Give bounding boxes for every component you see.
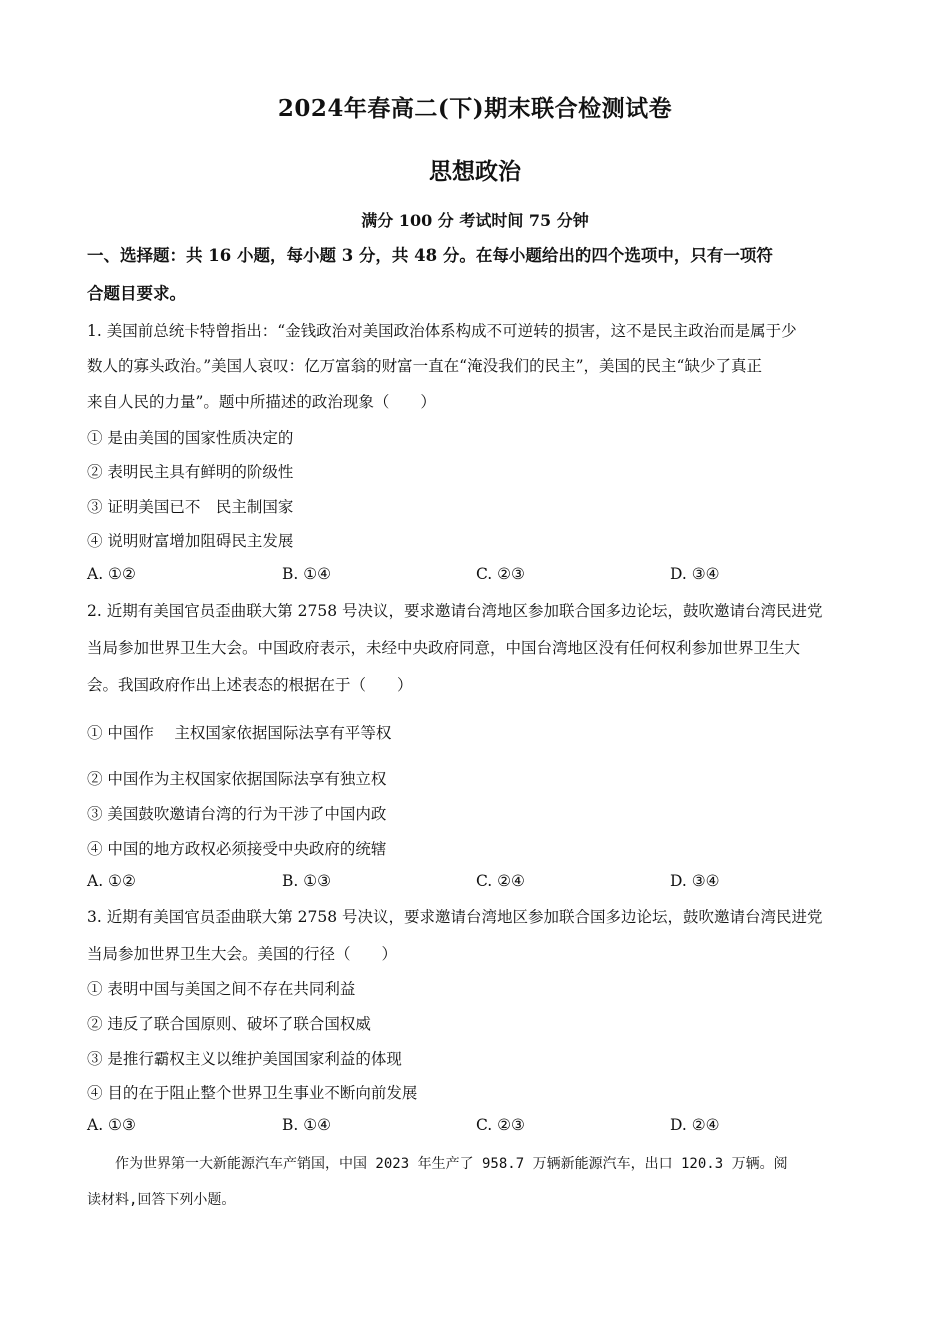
q2-stem-line2: 当局参加世界卫生大会。中国政府表示，未经中央政府同意，中国台湾地区没有任何权利参加世界卫生大 xyxy=(87,639,801,657)
q2-choices xyxy=(87,872,867,894)
q1-stem-line3: 来自人民的力量”。题中所描述的政治现象（ ） xyxy=(87,393,436,411)
q1-option-3: ③ 证明美国已不 民主制国家 xyxy=(87,498,294,516)
q2-option-1: ① 中国作 主权国家依据国际法享有平等权 xyxy=(87,724,392,742)
q1-choice-d: D. ③④ xyxy=(670,565,720,583)
q2-choice-b: B. ①③ xyxy=(282,872,332,890)
q2-stem-line3: 会。我国政府作出上述表态的根据在于（ ） xyxy=(87,676,413,694)
q1-choice-b: B. ①④ xyxy=(282,565,332,583)
material-line2: 读材料,回答下列小题。 xyxy=(87,1192,236,1208)
q2-option-4: ④ 中国的地方政权必须接受中央政府的统辖 xyxy=(87,840,387,858)
q3-stem-line1: 3. 近期有美国官员歪曲联大第 2758 号决议，要求邀请台湾地区参加联合国多边论坛，鼓吹邀请台湾民进党 xyxy=(87,908,823,926)
q2-option-2: ② 中国作为主权国家依据国际法享有独立权 xyxy=(87,770,387,788)
q3-stem-line2: 当局参加世界卫生大会。美国的行径（ ） xyxy=(87,945,398,963)
subject-title: 思想政治 xyxy=(429,158,521,185)
q3-choice-d: D. ②④ xyxy=(670,1116,720,1134)
material-line1: 作为世界第一大新能源汽车产销国，中国 2023 年生产了 958.7 万辆新能源汽车，出口 120.3 万辆。阅 xyxy=(87,1156,788,1172)
q2-choice-c: C. ②④ xyxy=(476,872,525,890)
q3-choices xyxy=(87,1116,867,1138)
q2-option-3: ③ 美国鼓吹邀请台湾的行为干涉了中国内政 xyxy=(87,805,387,823)
exam-meta: 满分 100 分 考试时间 75 分钟 xyxy=(361,211,589,230)
section-heading-line2: 合题目要求。 xyxy=(87,284,186,303)
q3-choice-b: B. ①④ xyxy=(282,1116,332,1134)
q3-option-4: ④ 目的在于阻止整个世界卫生事业不断向前发展 xyxy=(87,1084,418,1102)
section-heading-line1: 一、选择题：共 16 小题，每小题 3 分，共 48 分。在每小题给出的四个选项中，只有一项符 xyxy=(87,246,773,265)
exam-title: 2024年春高二(下)期末联合检测试卷 xyxy=(277,95,673,122)
q2-choice-d: D. ③④ xyxy=(670,872,720,890)
q1-choices xyxy=(87,565,867,587)
q2-choice-a: A. ①② xyxy=(87,872,136,890)
q1-stem-line1: 1. 美国前总统卡特曾指出：“金钱政治对美国政治体系构成不可逆转的损害，这不是民主政治而是属于少 xyxy=(87,322,797,340)
q3-choice-a: A. ①③ xyxy=(87,1116,136,1134)
q1-option-4: ④ 说明财富增加阻碍民主发展 xyxy=(87,532,294,550)
q1-option-2: ② 表明民主具有鲜明的阶级性 xyxy=(87,463,294,481)
q3-option-1: ① 表明中国与美国之间不存在共同利益 xyxy=(87,980,356,998)
q1-stem-line2: 数人的寡头政治。”美国人哀叹：亿万富翁的财富一直在“淹没我们的民主”，美国的民主“缺少了真正 xyxy=(87,357,762,375)
q2-stem-line1: 2. 近期有美国官员歪曲联大第 2758 号决议，要求邀请台湾地区参加联合国多边论坛，鼓吹邀请台湾民进党 xyxy=(87,602,823,620)
q3-option-2: ② 违反了联合国原则、破坏了联合国权威 xyxy=(87,1015,371,1033)
q1-option-1: ① 是由美国的国家性质决定的 xyxy=(87,429,294,447)
q3-choice-c: C. ②③ xyxy=(476,1116,525,1134)
q3-option-3: ③ 是推行霸权主义以维护美国国家利益的体现 xyxy=(87,1050,402,1068)
q1-choice-a: A. ①② xyxy=(87,565,136,583)
q1-choice-c: C. ②③ xyxy=(476,565,525,583)
